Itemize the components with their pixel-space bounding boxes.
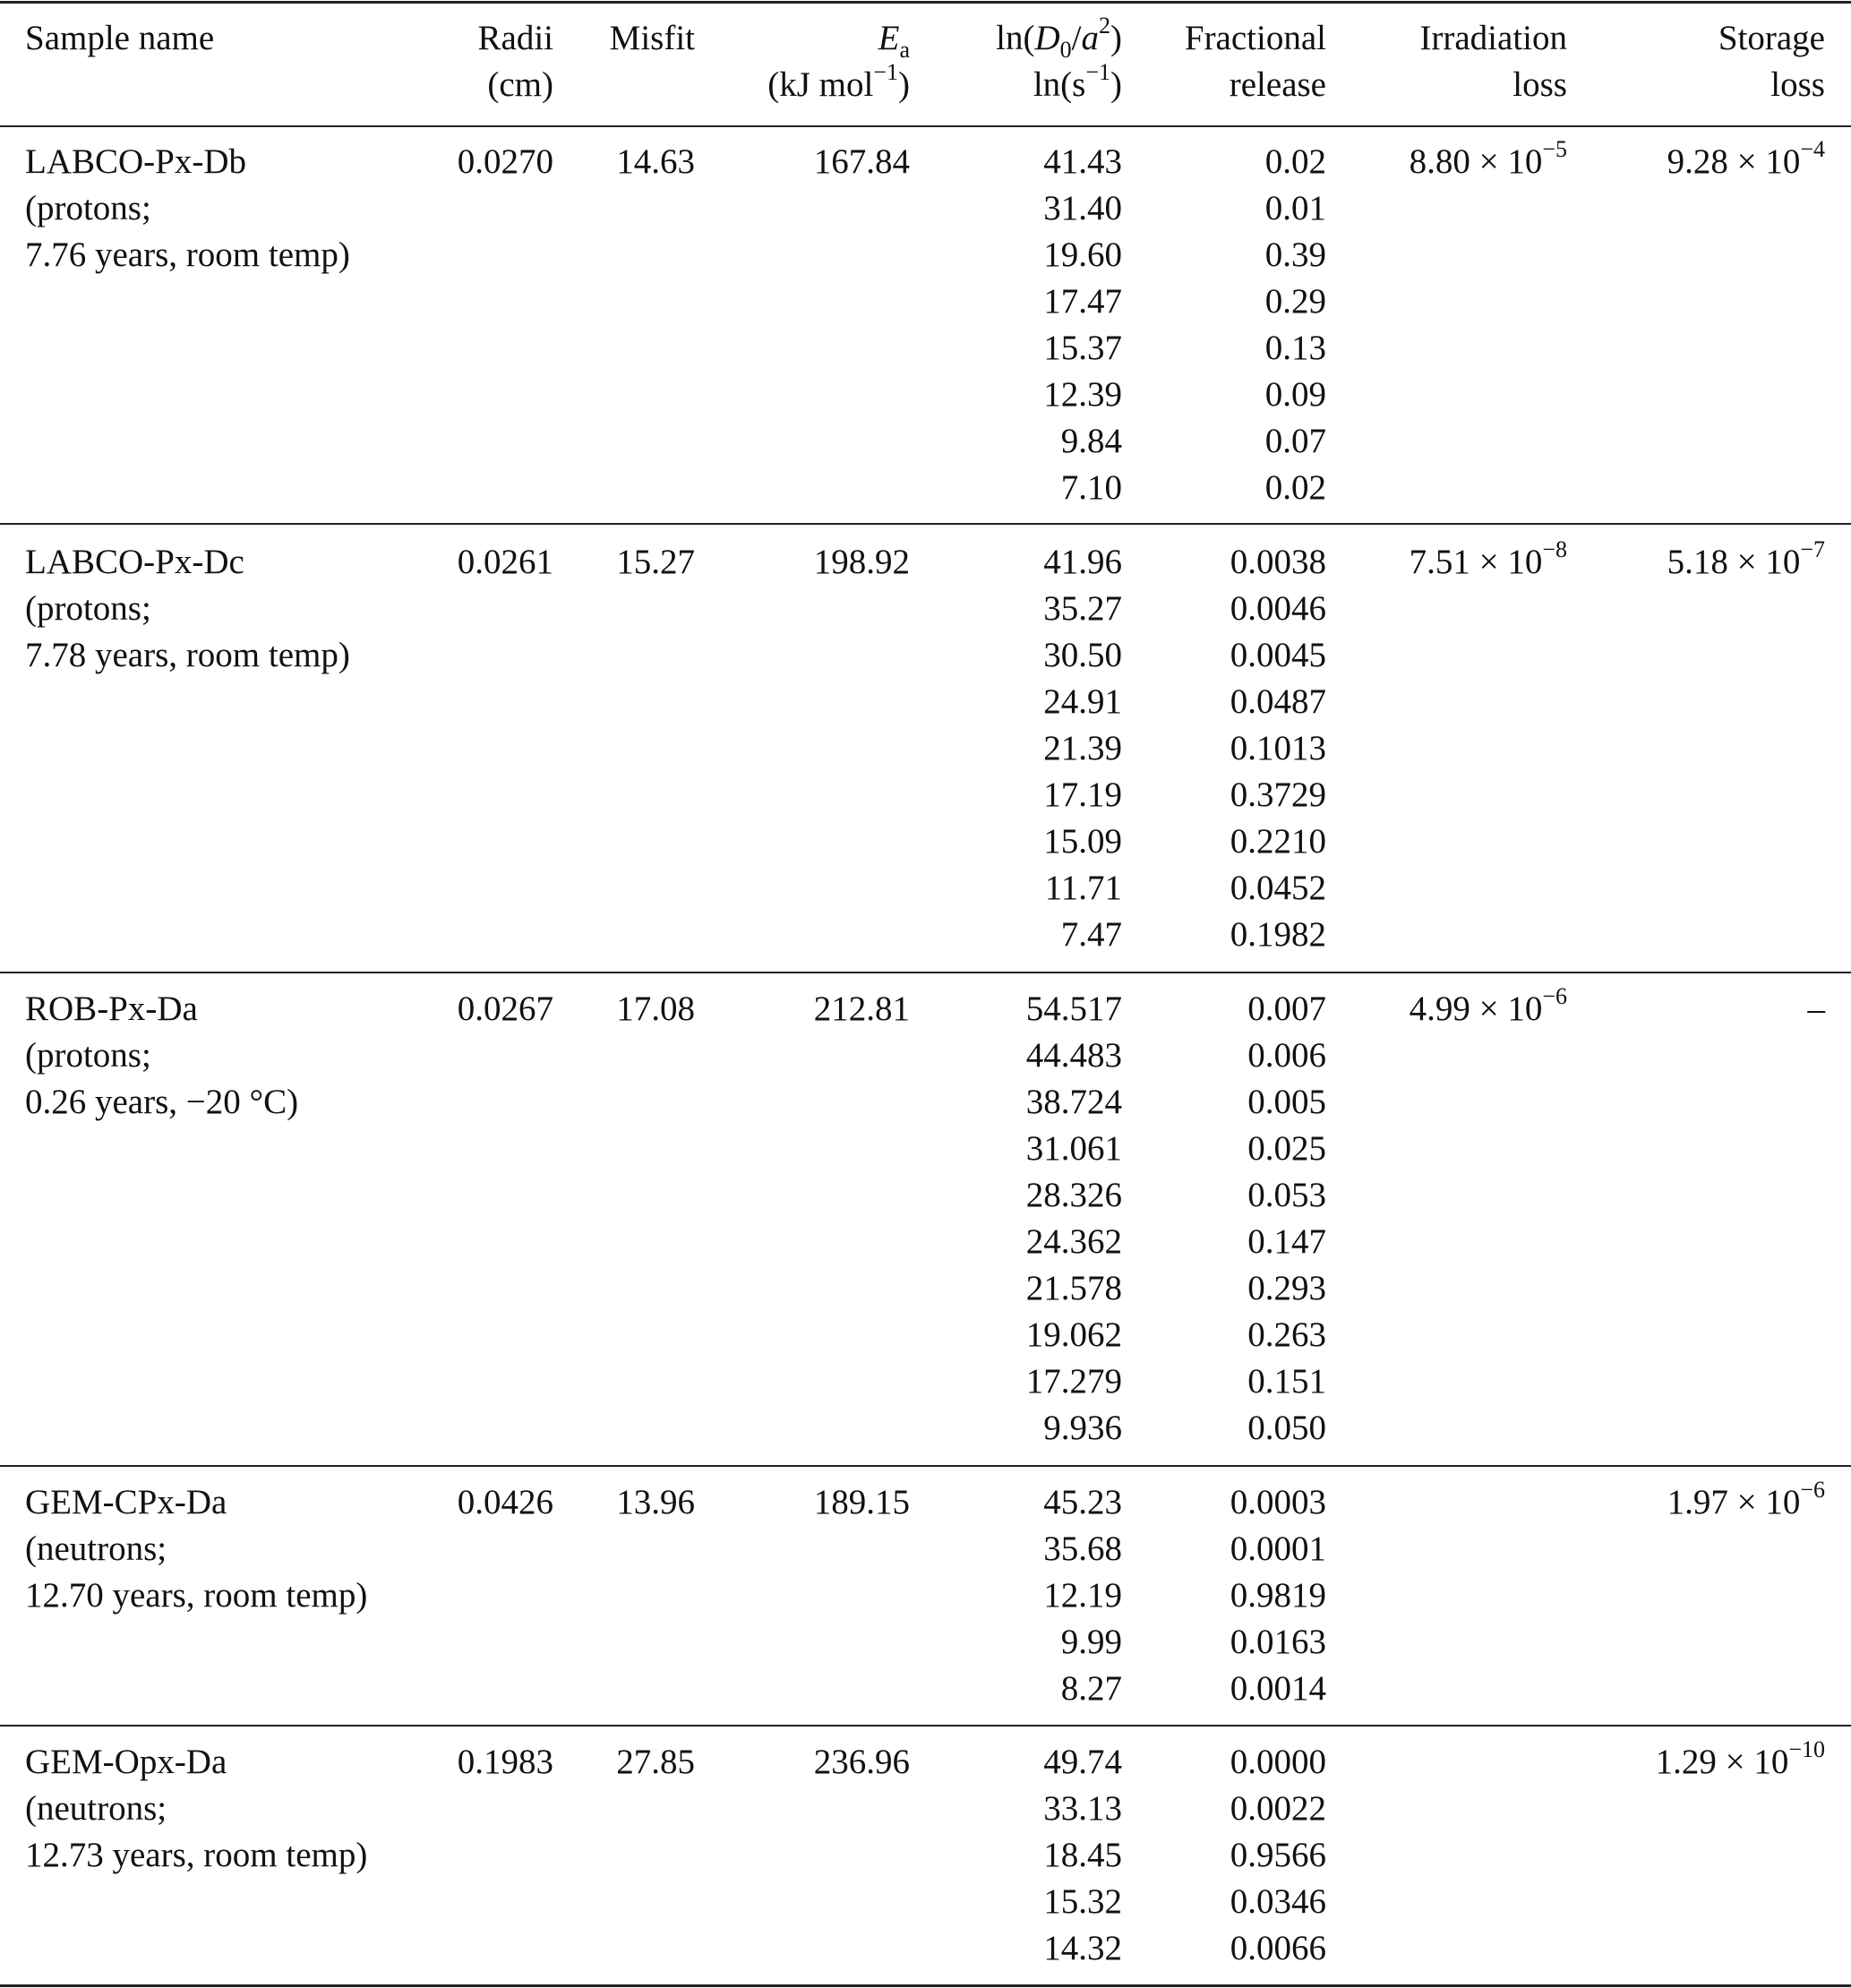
ln-d0-a2-values: 41.43 31.40 19.60 17.47 15.37 12.39 9.84 7.10 [1043,142,1122,507]
ln-d0-a2-values: 54.517 44.483 38.724 31.061 28.326 24.362 21.578 19.062 17.279 9.936 [1025,990,1122,1447]
radii-cell: 0.0426 [457,1483,553,1521]
row-rule [0,1725,1851,1727]
fractional-release-values: 0.0003 0.0001 0.9819 0.0163 0.0014 [1230,1483,1326,1708]
misfit-cell: 15.27 [616,543,695,581]
bottom-rule [0,1984,1851,1987]
ea-cell: 167.84 [813,142,910,181]
irradiation-loss-cell: $7.51 \times 10^{-8}$ [1409,536,1567,581]
header-sample-name: Sample name [25,19,215,57]
ea-cell: 212.81 [813,990,910,1028]
storage-loss-cell: – [1807,990,1825,1028]
fractional-release-values: 0.0000 0.0022 0.9566 0.0346 0.0066 [1230,1743,1326,1967]
sample-name-cell: GEM-Opx-Da (neutrons; 12.73 years, room temp) [25,1743,368,1874]
ln-d0-a2-values: 45.23 35.68 12.19 9.99 8.27 [1043,1483,1122,1708]
top-rule [0,1,1851,4]
fractional-release-values: 0.02 0.01 0.39 0.29 0.13 0.09 0.07 0.02 [1264,142,1326,507]
header-fractional-release: Fractional release [1184,19,1326,104]
radii-cell: 0.0270 [457,142,553,181]
row-rule [0,972,1851,973]
misfit-cell: 27.85 [616,1743,695,1781]
ea-cell: 236.96 [813,1743,910,1781]
header-misfit: Misfit [609,19,695,57]
ln-d0-a2-values: 41.96 35.27 30.50 24.91 21.39 17.19 15.09 11.71 7.47 [1043,543,1122,954]
sample-name-cell: LABCO-Px-Db (protons; 7.76 years, room temp) [25,142,350,274]
radii-cell: 0.1983 [457,1743,553,1781]
storage-loss-cell: $1.29 \times 10^{-10}$ [1655,1736,1825,1781]
header-rule [0,125,1851,127]
header-radii: Radii (cm) [477,19,553,104]
fractional-release-values: 0.007 0.006 0.005 0.025 0.053 0.147 0.293 0.263 0.151 0.050 [1247,990,1326,1447]
row-rule [0,1465,1851,1467]
radii-cell: 0.0261 [457,543,553,581]
radii-cell: 0.0267 [457,990,553,1028]
ea-cell: 189.15 [813,1483,910,1521]
sample-name-cell: ROB-Px-Da (protons; 0.26 years, −20 °C) [25,990,299,1121]
header-irradiation-loss: Irradiation loss [1419,19,1567,104]
storage-loss-cell: $9.28 \times 10^{-4}$ [1667,136,1825,181]
sample-name-cell: LABCO-Px-Dc (protons; 7.78 years, room temp) [25,543,350,674]
row-rule [0,523,1851,525]
irradiation-loss-cell: $8.80 \times 10^{-5}$ [1409,136,1567,181]
irradiation-loss-cell: $4.99 \times 10^{-6}$ [1409,983,1567,1028]
misfit-cell: 14.63 [616,142,695,181]
header-activation-energy: $E_a$ (kJ mol$^{-1}$) [767,19,910,104]
storage-loss-cell: $1.97 \times 10^{-6}$ [1667,1477,1825,1521]
sample-name-cell: GEM-CPx-Da (neutrons; 12.70 years, room temp) [25,1483,368,1615]
header-storage-loss: Storage loss [1718,19,1825,104]
fractional-release-values: 0.0038 0.0046 0.0045 0.0487 0.1013 0.3729 0.2210 0.0452 0.1982 [1230,543,1326,954]
ln-d0-a2-values: 49.74 33.13 18.45 15.32 14.32 [1043,1743,1122,1967]
header-ln-d0-a2: $\ln(D_0/a^2)$ $\ln(s^{-1})$ [996,13,1122,104]
ea-cell: 198.92 [813,543,910,581]
misfit-cell: 13.96 [616,1483,695,1521]
misfit-cell: 17.08 [616,990,695,1028]
storage-loss-cell: $5.18 \times 10^{-7}$ [1667,536,1825,581]
